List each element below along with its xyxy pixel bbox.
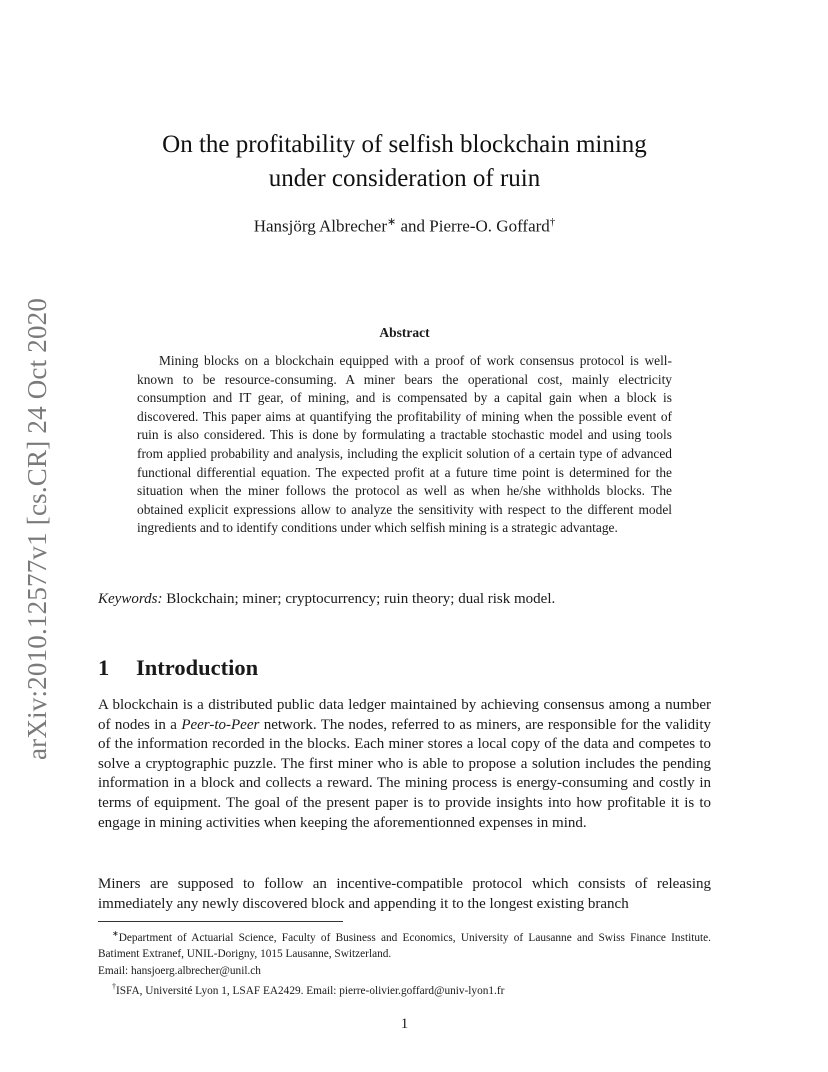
author-list bbox=[98, 215, 711, 237]
abstract-heading: Abstract bbox=[379, 325, 430, 340]
footnote-marker: ∗ bbox=[387, 216, 397, 228]
footnote-text: ISFA, Université Lyon 1, LSAF EA2429. Email: pierre-olivier.goffard@univ-lyon1.fr bbox=[116, 985, 505, 998]
section-number: 1 bbox=[98, 655, 110, 680]
footnote-marker: † bbox=[112, 982, 116, 992]
arxiv-identifier: arXiv:2010.12577v1 [cs.CR] 24 Oct 2020 bbox=[22, 297, 52, 760]
keywords-text: Blockchain; miner; cryptocurrency; ruin theory; dual risk model. bbox=[162, 591, 556, 607]
emphasized-term: Peer-to-Peer bbox=[181, 716, 260, 733]
footnote-rule bbox=[98, 921, 343, 922]
section-heading bbox=[98, 655, 258, 681]
author-conjunction: and bbox=[396, 216, 430, 236]
abstract-text: Mining blocks on a blockchain equipped with a proof of work consensus protocol is well-known to be resource-consuming. A miner bears the operational cost, mainly electricity consumption and IT gear, of mining, and is compensated by a capital gain when a block is discovered. This paper aims at quantifying the profitability of mining when the possible event of ruin is also considered. This is done by formulating a tractable stochastic model and using tools from applied probability and analysis, including the explicit solution of a certain type of advanced functional differential equation. The expected profit at a future time point is determined for the situation when the miner follows the protocol as well as when he/she withholds blocks. The obtained explicit expressions allow to analyze the sensitivity with respect to the different model ingredients and to identify conditions under which selfish mining is a strategic advantage. bbox=[137, 353, 672, 536]
keywords bbox=[98, 591, 711, 608]
keywords-label: Keywords: bbox=[98, 591, 163, 607]
body-paragraph bbox=[98, 696, 711, 833]
paragraph-text: network. The nodes, referred to as miners, are responsible for the validity of the information recorded in the blocks. Each miner stores a local copy of the data and competes to solve a cryptographic puzzle. The first miner who is able to propose a solution includes the pending information in a block and collects a reward. The mining process is energy-consuming and costly in terms of equipment. The goal of the present paper is to provide insights into how profitable it is to engage in mining activities when keeping the aforementionned expenses in mind. bbox=[98, 716, 711, 831]
footnote bbox=[98, 926, 711, 963]
footnote bbox=[98, 979, 711, 999]
page-number: 1 bbox=[400, 1016, 409, 1032]
author-name: Pierre-O. Goffard bbox=[429, 216, 550, 236]
body-paragraph: Miners are supposed to follow an incentive-compatible protocol which consists of releasing immediately any newly discovered block and appending it to the longest existing branch bbox=[98, 876, 711, 912]
footnote-text: Department of Actuarial Science, Faculty of Business and Economics, University of Lausanne and Swiss Finance Institute. Batiment Extranef, UNIL-Dorigny, 1015 Lausanne, Switzerland. bbox=[98, 931, 711, 961]
section-title: Introduction bbox=[136, 655, 259, 680]
title-line-2: under consideration of ruin bbox=[268, 165, 541, 192]
author-name: Hansjörg Albrecher bbox=[253, 216, 387, 236]
title-line-1: On the profitability of selfish blockchain mining bbox=[162, 131, 647, 158]
footnote-marker: † bbox=[549, 216, 556, 228]
footnote-email: Email: hansjoerg.albrecher@unil.ch bbox=[98, 964, 261, 977]
footnotes bbox=[98, 926, 711, 1000]
paragraph-text: A blockchain is a distributed public data ledger maintained by achieving consensus among a number of nodes in a bbox=[98, 697, 711, 733]
footnote-marker: ∗ bbox=[112, 929, 119, 938]
paper-title bbox=[98, 128, 711, 196]
